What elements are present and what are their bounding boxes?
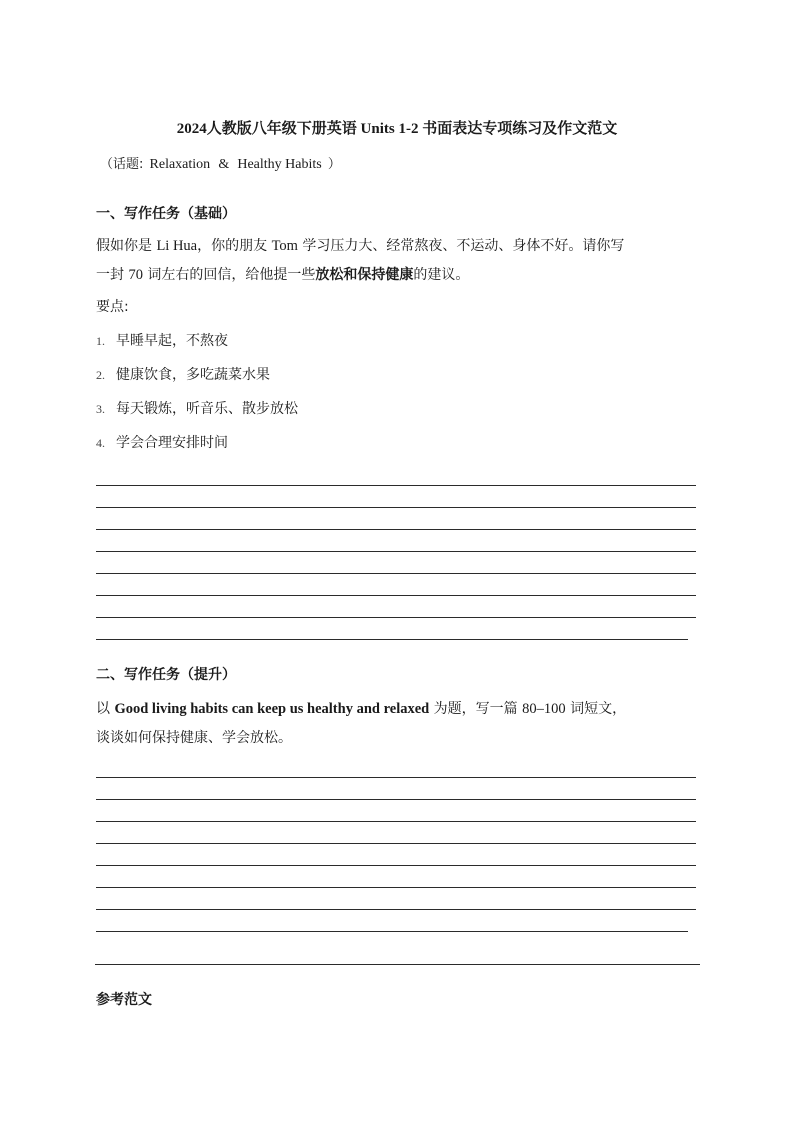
prompt-text: 以	[96, 701, 115, 717]
writing-line[interactable]	[96, 595, 696, 596]
keyword-health: 保持健康	[357, 267, 414, 283]
point-item	[96, 331, 228, 351]
writing-line[interactable]	[96, 777, 696, 778]
word-count: 70	[128, 267, 143, 283]
prompt-text: 和	[343, 267, 358, 283]
writing-line[interactable]	[96, 887, 696, 888]
topic-suffix: ）	[327, 157, 341, 172]
point-item	[96, 433, 228, 453]
keyword-relax: 放松	[315, 267, 344, 283]
topic-relaxation: Relaxation	[149, 157, 211, 172]
point-number: 4.	[96, 436, 105, 450]
section1-heading: 一、写作任务（基础）	[96, 206, 236, 222]
point-number: 2.	[96, 368, 105, 382]
section2-prompt	[96, 695, 696, 753]
topic-line	[100, 155, 341, 175]
prompt-text: 学习压力大、经常熬夜、不运动、身体不好。请你写	[297, 238, 625, 254]
name-li-hua: Li Hua	[156, 238, 198, 254]
prompt-text: 一封	[96, 267, 129, 283]
point-text: 学会合理安排时间	[116, 435, 228, 451]
point-text: 每天锻炼，听音乐、散步放松	[116, 401, 298, 417]
prompt-text: 词左右的回信，给他提一些	[142, 267, 316, 283]
writing-line[interactable]	[96, 799, 696, 800]
writing-line[interactable]	[96, 551, 696, 552]
section2-prompt-line2: 谈谈如何保持健康、学会放松。	[96, 730, 292, 746]
topic-prefix: （话题:	[100, 157, 144, 172]
point-number: 3.	[96, 402, 105, 416]
reference-heading: 参考范文	[96, 992, 152, 1008]
point-item	[96, 365, 270, 385]
prompt-text: 词短文，	[565, 701, 627, 717]
section1-prompt	[96, 232, 696, 290]
word-range: 80–100	[522, 701, 566, 717]
writing-line[interactable]	[96, 931, 688, 932]
writing-line[interactable]	[96, 529, 696, 530]
writing-line[interactable]	[96, 573, 696, 574]
name-tom: Tom	[271, 238, 298, 254]
writing-line[interactable]	[96, 617, 696, 618]
prompt-text: 的建议。	[413, 267, 470, 283]
prompt-text: ，你的朋友	[197, 238, 272, 254]
writing-line[interactable]	[96, 485, 696, 486]
writing-line[interactable]	[96, 843, 696, 844]
prompt-text: 假如你是	[96, 238, 157, 254]
topic-ampersand: &	[218, 157, 230, 172]
prompt-text: 为题，写一篇	[429, 701, 523, 717]
document-title: 2024人教版八年级下册英语 Units 1-2 书面表达专项练习及作文范文	[176, 121, 618, 137]
section1-prompt-line2	[96, 261, 696, 290]
points-label: 要点:	[96, 299, 129, 315]
section2-prompt-line1	[96, 695, 696, 724]
writing-line[interactable]	[96, 821, 696, 822]
topic-healthy-habits: Healthy Habits	[237, 157, 322, 172]
point-item	[96, 399, 298, 419]
section2-heading: 二、写作任务（提升）	[96, 667, 236, 683]
essay-theme: Good living habits can keep us healthy and relaxed	[114, 701, 430, 717]
point-text: 早睡早起，不熬夜	[116, 333, 228, 349]
point-number: 1.	[96, 334, 105, 348]
writing-line[interactable]	[96, 507, 696, 508]
point-text: 健康饮食，多吃蔬菜水果	[116, 367, 270, 383]
section-divider	[95, 964, 700, 965]
section1-prompt-line1	[96, 232, 696, 261]
writing-line[interactable]	[96, 865, 696, 866]
writing-line[interactable]	[96, 639, 688, 640]
writing-line[interactable]	[96, 909, 696, 910]
